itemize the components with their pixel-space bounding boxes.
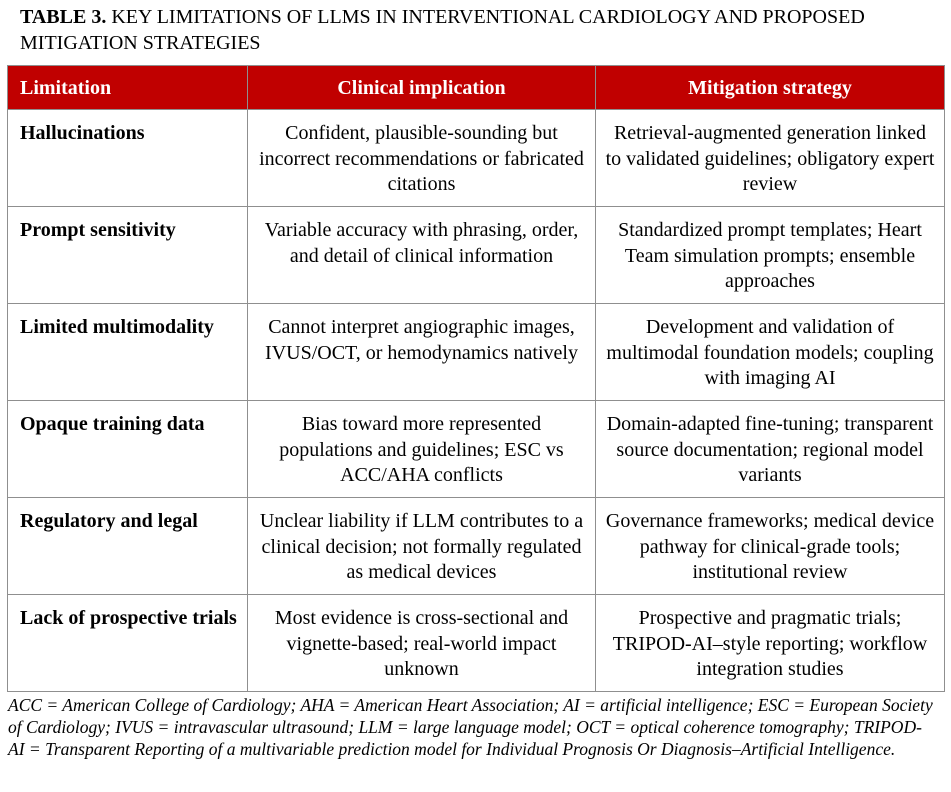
header-limitation: Limitation xyxy=(8,66,248,110)
limitation-cell: Regulatory and legal xyxy=(8,498,248,595)
mitigation-cell: Development and validation of multimodal foundation models; coupling with imaging AI xyxy=(596,304,945,401)
table-header-row xyxy=(8,66,945,110)
table-footnote: ACC = American College of Cardiology; AHA = American Heart Association; AI = artificial intelligence; ESC = European Society of Cardiology; IVUS = intravascular ultrasound; LLM = large language model; OCT = optical coherence tomography; TRIPOD-AI = Transparent Reporting of a multivariable prediction model for Individual Prognosis Or Diagnosis–Artificial Intelligence. xyxy=(8,695,933,759)
table-caption-title: KEY LIMITATIONS OF LLMS IN INTERVENTIONAL CARDIOLOGY AND PROPOSED MITIGATION STRATEGIES xyxy=(20,6,865,54)
implication-cell: Bias toward more represented populations and guidelines; ESC vs ACC/AHA conflicts xyxy=(248,401,596,498)
table-row xyxy=(8,595,945,692)
mitigation-cell: Prospective and pragmatic trials; TRIPOD-AI–style reporting; workflow integration studies xyxy=(596,595,945,692)
implication-cell: Unclear liability if LLM contributes to a clinical decision; not formally regulated as medical devices xyxy=(248,498,596,595)
implication-cell: Cannot interpret angiographic images, IVUS/OCT, or hemodynamics natively xyxy=(248,304,596,401)
limitation-cell: Hallucinations xyxy=(8,110,248,207)
table-row xyxy=(8,207,945,304)
limitation-cell: Opaque training data xyxy=(8,401,248,498)
limitations-table xyxy=(7,65,945,692)
implication-cell: Most evidence is cross-sectional and vignette-based; real-world impact unknown xyxy=(248,595,596,692)
table-row xyxy=(8,401,945,498)
table-caption xyxy=(20,4,920,56)
table-row xyxy=(8,304,945,401)
implication-cell: Variable accuracy with phrasing, order, and detail of clinical information xyxy=(248,207,596,304)
implication-cell: Confident, plausible-sounding but incorrect recommendations or fabricated citations xyxy=(248,110,596,207)
mitigation-cell: Domain-adapted fine-tuning; transparent source documentation; regional model variants xyxy=(596,401,945,498)
limitation-cell: Lack of prospective trials xyxy=(8,595,248,692)
mitigation-cell: Standardized prompt templates; Heart Team simulation prompts; ensemble approaches xyxy=(596,207,945,304)
mitigation-cell: Retrieval-augmented generation linked to validated guidelines; obligatory expert review xyxy=(596,110,945,207)
table-row xyxy=(8,498,945,595)
header-clinical-implication: Clinical implication xyxy=(248,66,596,110)
table-row xyxy=(8,110,945,207)
table-caption-label: TABLE 3. xyxy=(20,6,107,28)
header-mitigation-strategy: Mitigation strategy xyxy=(596,66,945,110)
limitation-cell: Limited multimodality xyxy=(8,304,248,401)
mitigation-cell: Governance frameworks; medical device pathway for clinical-grade tools; institutional review xyxy=(596,498,945,595)
limitation-cell: Prompt sensitivity xyxy=(8,207,248,304)
